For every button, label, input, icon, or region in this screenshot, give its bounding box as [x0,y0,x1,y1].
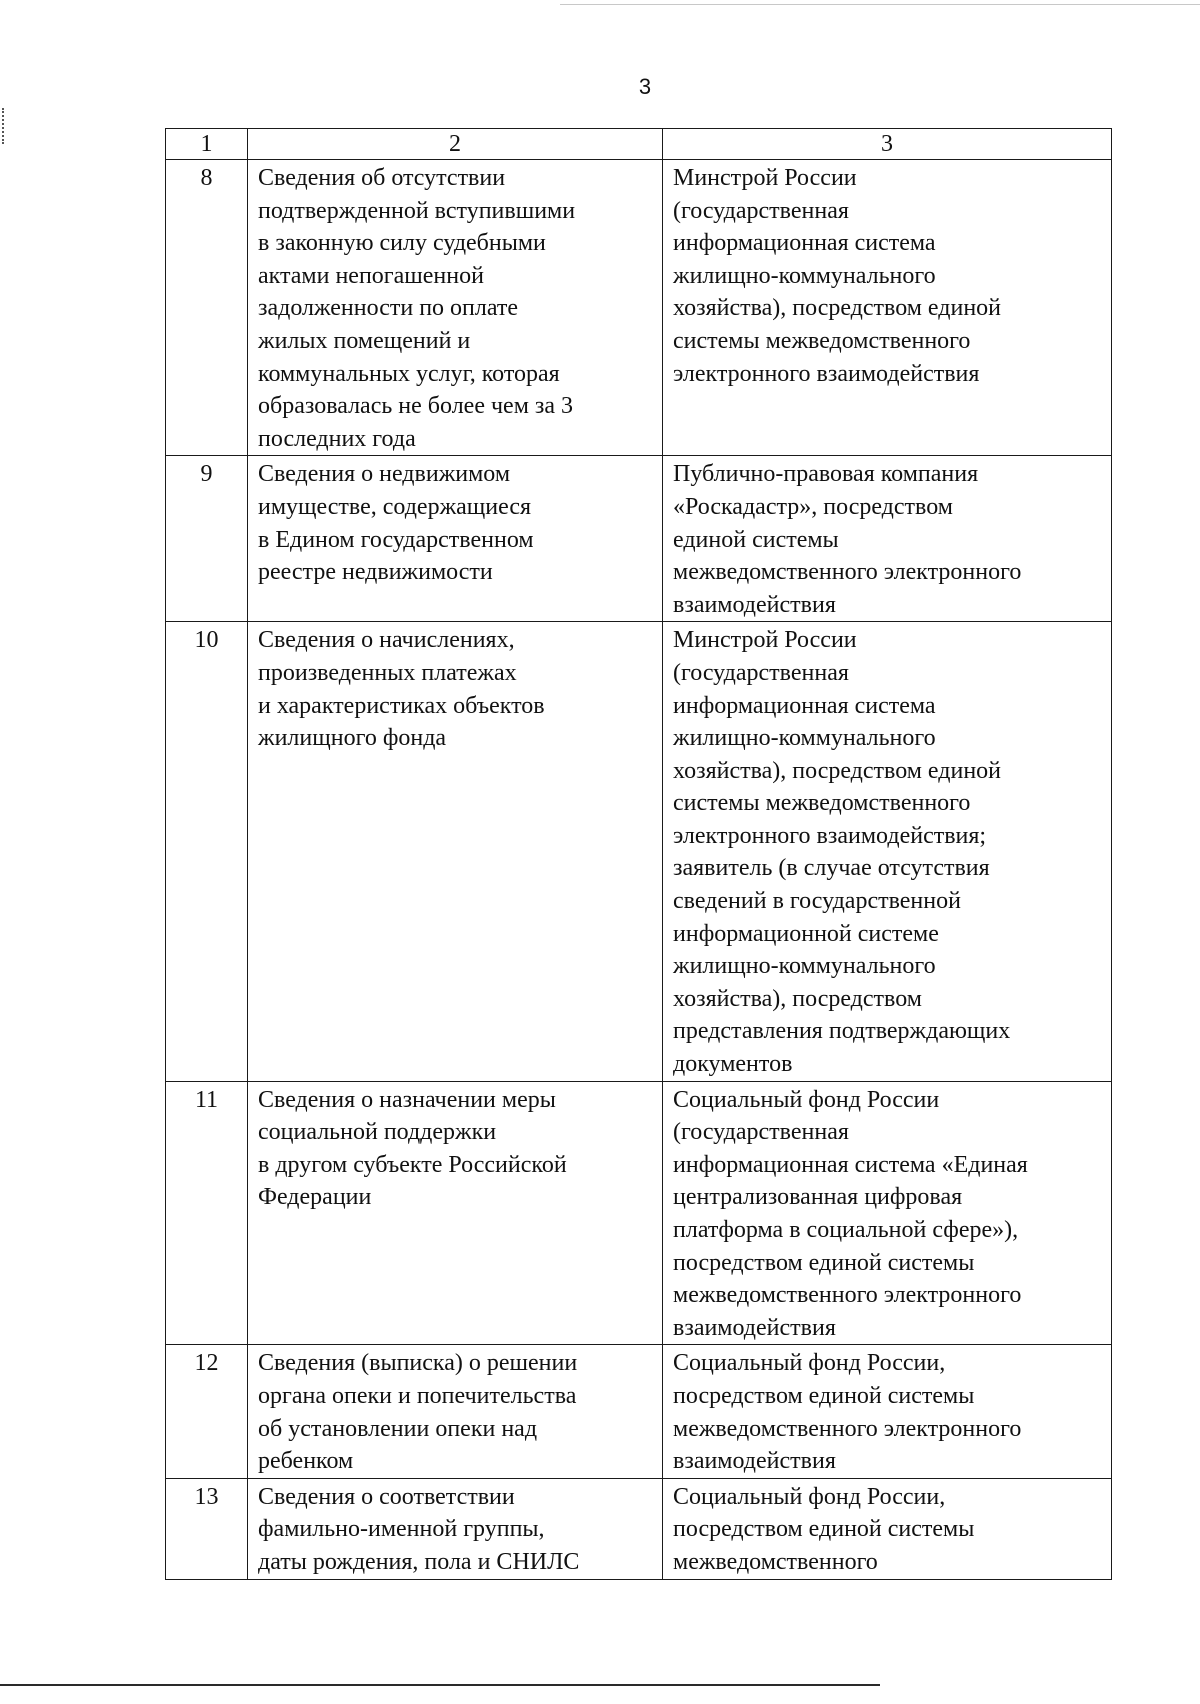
row-number: 9 [166,456,248,622]
scan-edge-top [560,4,1200,5]
row-source: Публично-правовая компания «Роскадастр», посредством единой системы межведомственного электронного взаимодействия [663,456,1112,622]
scan-mark-left [2,108,6,144]
table-row [166,160,1112,456]
table-header-row [166,129,1112,160]
row-info: Сведения о соответствии фамильно-именной группы, даты рождения, пола и СНИЛС [248,1478,663,1579]
row-number: 8 [166,160,248,456]
row-info: Сведения о начислениях, произведенных платежах и характеристиках объектов жилищного фонда [248,622,663,1081]
row-info: Сведения о назначении меры социальной поддержки в другом субъекте Российской Федерации [248,1081,663,1345]
header-cell-source: 3 [663,129,1112,160]
header-cell-info: 2 [248,129,663,160]
row-info: Сведения (выписка) о решении органа опеки и попечительства об установлении опеки над ребенком [248,1345,663,1478]
row-info: Сведения об отсутствии подтвержденной вступившими в законную силу судебными актами непогашенной задолженности по оплате жилых помещений и коммунальных услуг, которая образовалась не более чем за 3 последних года [248,160,663,456]
header-cell-number: 1 [166,129,248,160]
table-row [166,622,1112,1081]
row-source: Минстрой России (государственная информационная система жилищно-коммунального хозяйства), посредством единой системы межведомственного электронного взаимодействия [663,160,1112,456]
row-source: Социальный фонд России, посредством единой системы межведомственного электронного взаимодействия [663,1345,1112,1478]
table-row [166,1345,1112,1478]
page-number: 3 [638,74,652,99]
table-row [166,1081,1112,1345]
row-source: Социальный фонд России, посредством единой системы межведомственного [663,1478,1112,1579]
row-number: 13 [166,1478,248,1579]
table-row [166,456,1112,622]
scan-edge-bottom [0,1684,880,1686]
document-table [165,128,1112,1580]
row-source: Социальный фонд России (государственная информационная система «Единая централизованная цифровая платформа в социальной сфере»), посредством единой системы межведомственного электронного взаимодействия [663,1081,1112,1345]
row-source: Минстрой России (государственная информационная система жилищно-коммунального хозяйства), посредством единой системы межведомственного электронного взаимодействия; заявитель (в случае отсутствия сведений в государственной информационной системе жилищно-коммунального хозяйства), посредством представления подтверждающих документов [663,622,1112,1081]
row-number: 12 [166,1345,248,1478]
table-row [166,1478,1112,1579]
row-number: 11 [166,1081,248,1345]
row-number: 10 [166,622,248,1081]
row-info: Сведения о недвижимом имуществе, содержащиеся в Едином государственном реестре недвижимости [248,456,663,622]
